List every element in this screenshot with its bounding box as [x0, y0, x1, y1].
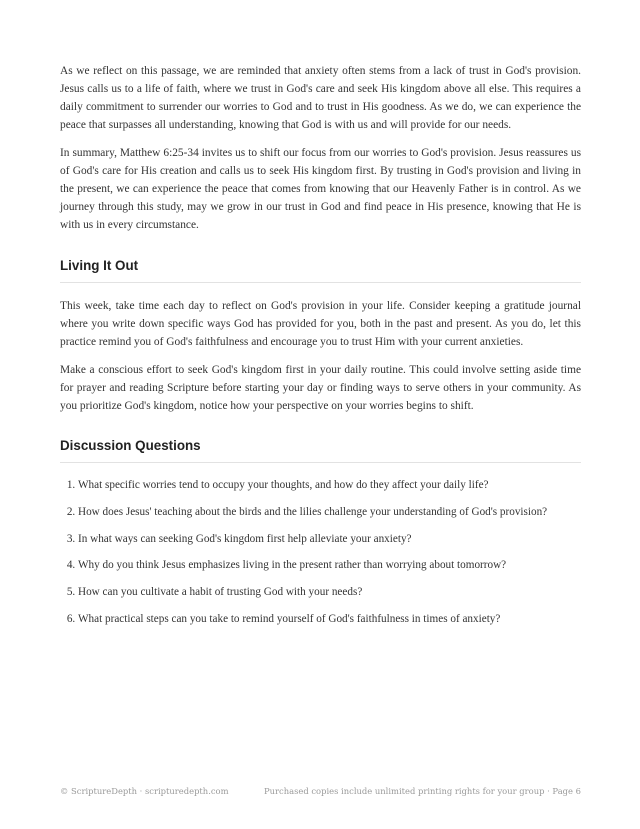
list-item: 6. What practical steps can you take to remind yourself of God's faithfulness in times of anxiety? — [78, 610, 581, 628]
list-item: 2. How does Jesus' teaching about the birds and the lilies challenge your understanding of God's provision? — [78, 503, 581, 521]
section-heading-discussion-questions: Discussion Questions — [60, 438, 581, 463]
body-paragraph: As we reflect on this passage, we are reminded that anxiety often stems from a lack of trust in God's provision. Jesus calls us to a life of faith, where we trust in God's care and seek His kingdom above all else. This requires a daily commitment to surrender our worries to God and to trust in His goodness. As we do, we can experience the peace that surpasses all understanding, knowing that God is with us and will provide for our needs. — [60, 65, 581, 131]
list-item: 5. How can you cultivate a habit of trusting God with your needs? — [78, 583, 581, 601]
discussion-question-list — [60, 476, 581, 628]
page-content — [60, 62, 581, 637]
list-item: 4. Why do you think Jesus emphasizes living in the present rather than worrying about tomorrow? — [78, 556, 581, 574]
list-item: 1. What specific worries tend to occupy your thoughts, and how do they affect your daily life? — [78, 476, 581, 494]
body-paragraph: This week, take time each day to reflect on God's provision in your life. Consider keeping a gratitude journal where you write down specific ways God has provided for you, both in the past and present. As you do, let this practice remind you of God's faithfulness and encourage you to trust Him with your current anxieties. — [60, 300, 581, 348]
footer-copyright: © ScriptureDepth · scripturedepth.com — [60, 786, 229, 796]
page-footer — [60, 786, 581, 796]
footer-page-info: Purchased copies include unlimited printing rights for your group · Page 6 — [263, 786, 581, 796]
body-paragraph: In summary, Matthew 6:25-34 invites us to shift our focus from our worries to God's provision. Jesus reassures us of God's care for His creation and calls us to seek His kingdom first. By trusting in God's provision and living in the present, we can experience the peace that comes from knowing that our Heavenly Father is in control. As we journey through this study, may we grow in our trust in God and find peace in His presence, knowing that He is with us in every circumstance. — [60, 147, 581, 231]
body-paragraph: Make a conscious effort to seek God's kingdom first in your daily routine. This could involve setting aside time for prayer and reading Scripture before starting your day or finding ways to serve others in your community. As you prioritize God's kingdom, notice how your perspective on your worries begins to shift. — [60, 364, 581, 412]
list-item: 3. In what ways can seeking God's kingdom first help alleviate your anxiety? — [78, 530, 581, 548]
section-heading-living-it-out: Living It Out — [60, 258, 581, 283]
